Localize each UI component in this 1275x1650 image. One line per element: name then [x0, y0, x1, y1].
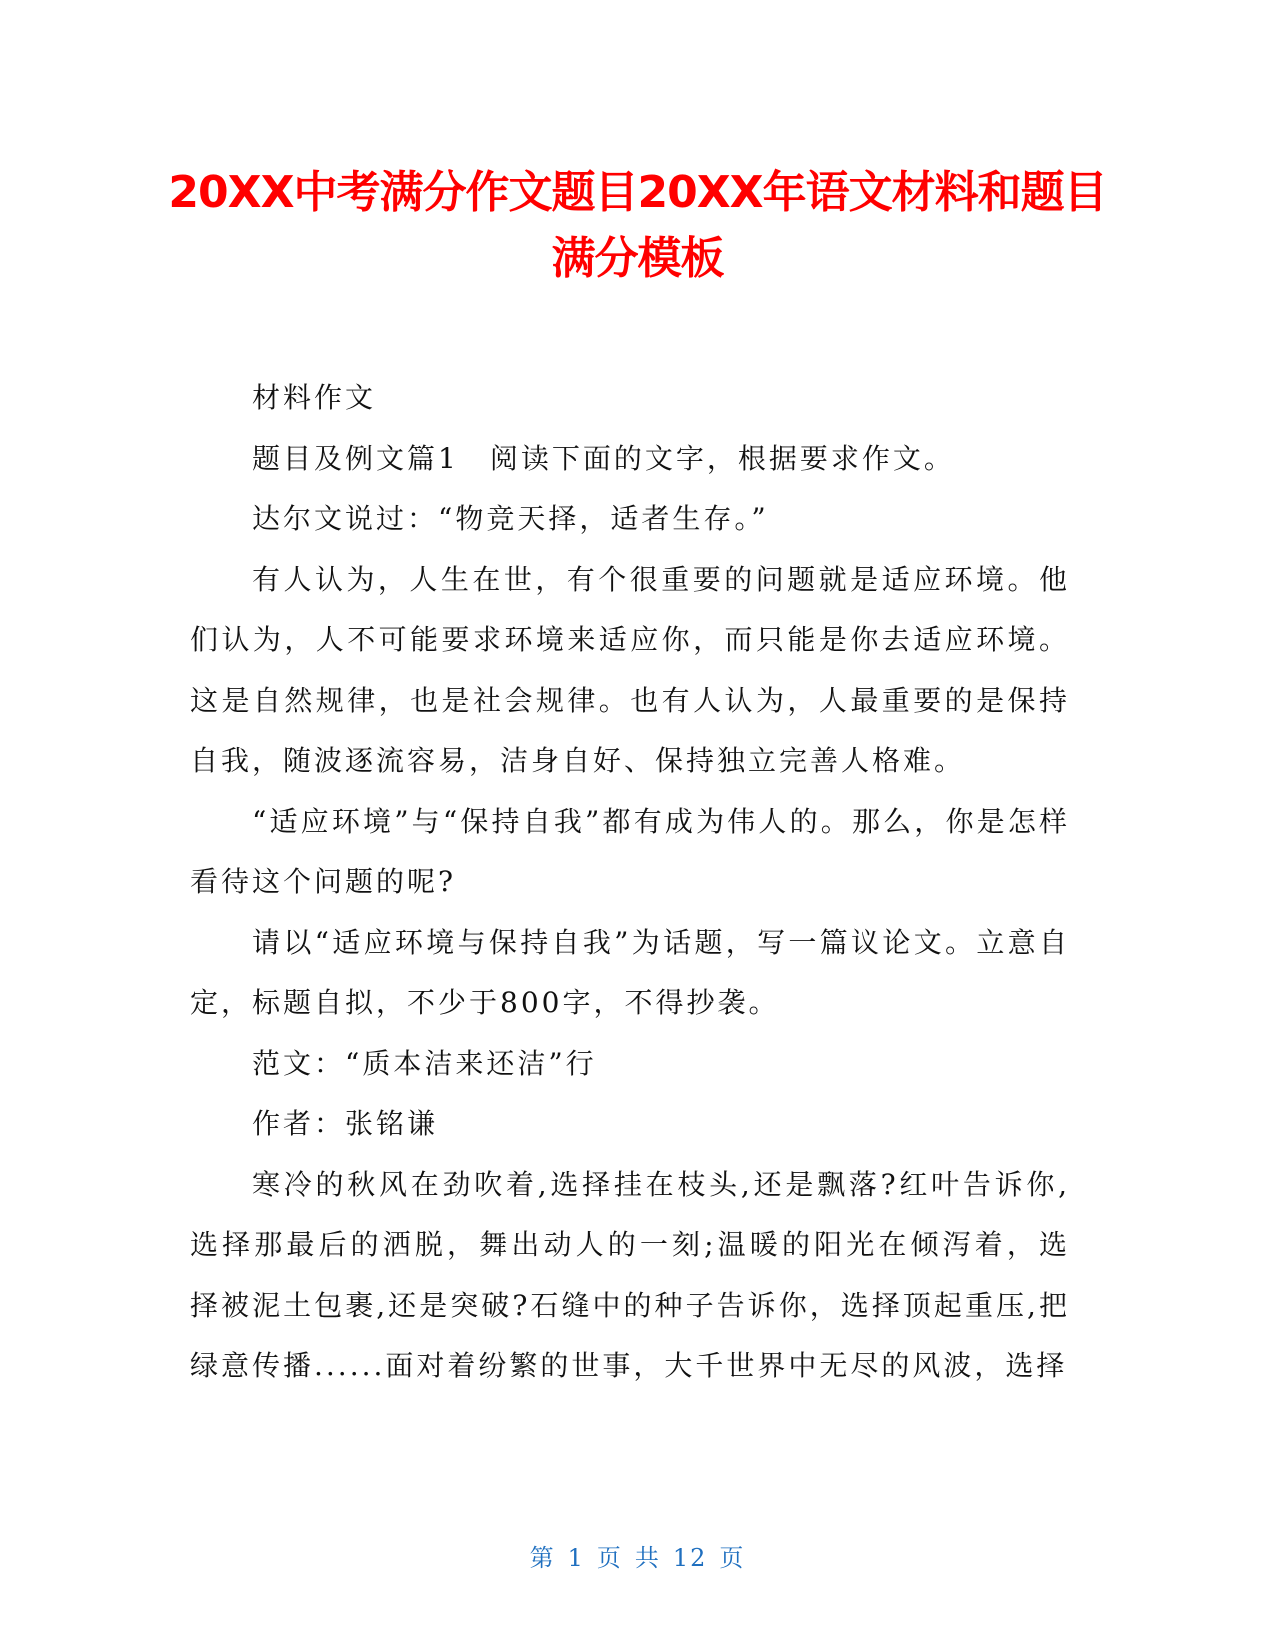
paragraph: 作者：张铭谦	[252, 1107, 439, 1140]
page-footer	[0, 1538, 1275, 1573]
document-body	[190, 368, 1070, 1397]
paragraph: 寒冷的秋风在劲吹着,选择挂在枝头,还是飘落?红叶告诉你,选择那最后的洒脱，舞出动人的一刻;温暖的阳光在倾泻着，选择被泥土包裹,还是突破?石缝中的种子告诉你，选择顶起重压,把绿意传播......面对着纷繁的世事，大千世界中无尽的风波，选择	[190, 1167, 1070, 1382]
footer-suffix: 页	[719, 1544, 746, 1572]
paragraph: 达尔文说过：“物竞天择，适者生存。”	[252, 502, 769, 535]
paragraph: 题目及例文篇1 阅读下面的文字，根据要求作文。	[252, 441, 955, 475]
paragraph: “适应环境”与“保持自我”都有成为伟人的。那么，你是怎样看待这个问题的呢?	[190, 804, 1070, 898]
paragraph: 范文：“质本洁来还洁”行	[252, 1046, 597, 1080]
footer-total-pages: 12	[672, 1544, 708, 1572]
footer-total-word: 共	[634, 1544, 661, 1572]
footer-page-word: 页	[596, 1544, 623, 1572]
paragraph: 有人认为，人生在世，有个很重要的问题就是适应环境。他们认为，人不可能要求环境来适应你，而只能是你去适应环境。这是自然规律，也是社会规律。也有人认为，人最重要的是保持自我，随波逐流容易，洁身自好、保持独立完善人格难。	[190, 562, 1070, 777]
paragraph: 材料作文	[252, 381, 377, 414]
footer-page-number: 1	[567, 1544, 585, 1572]
document-title: 20XX中考满分作文题目20XX年语文材料和题目满分模板	[168, 167, 1107, 284]
paragraph: 请以“适应环境与保持自我”为话题，写一篇议论文。立意自定，标题自拟，不少于800字，不得抄袭。	[190, 925, 1070, 1019]
footer-prefix: 第	[529, 1544, 556, 1572]
